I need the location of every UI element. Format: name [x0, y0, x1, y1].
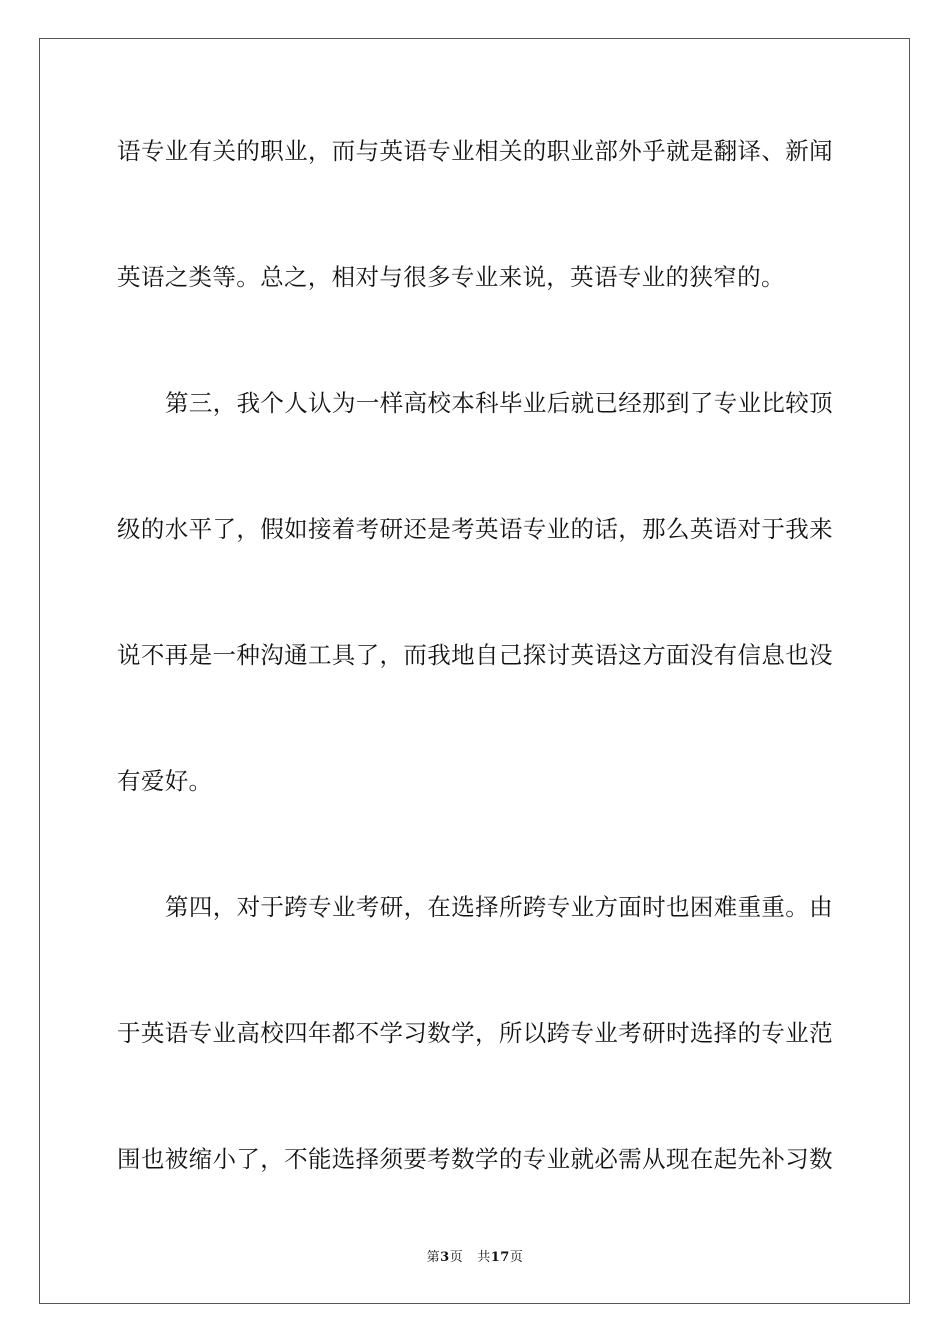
document-body — [117, 126, 833, 1260]
paragraph-line: 级的水平了，假如接着考研还是考英语专业的话，那么英语对于我来 — [117, 515, 833, 543]
page-prefix: 第 — [426, 1250, 441, 1265]
paragraph-line: 围也被缩小了，不能选择须要考数学的专业就必需从现在起先补习数 — [117, 1145, 833, 1173]
paragraph-line: 语专业有关的职业，而与英语专业相关的职业部外乎就是翻译、新闻 — [117, 137, 833, 165]
page-suffix: 页 — [449, 1250, 464, 1265]
paragraph-line: 说不再是一种沟通工具了，而我地自己探讨英语这方面没有信息也没 — [117, 641, 833, 669]
total-suffix: 页 — [509, 1250, 524, 1265]
total-pages: 17 — [490, 1250, 510, 1265]
paragraph-line: 英语之类等。总之，相对与很多专业来说，英语专业的狭窄的。 — [117, 263, 785, 291]
page-number: 3 — [440, 1250, 450, 1265]
total-prefix: 共 — [477, 1250, 491, 1265]
paragraph-line: 第四，对于跨专业考研，在选择所跨专业方面时也困难重重。由 — [165, 893, 833, 921]
paragraph-line: 第三，我个人认为一样高校本科毕业后就已经那到了专业比较顶 — [165, 389, 833, 417]
paragraph-line: 有爱好。 — [117, 767, 213, 795]
page-footer — [0, 1246, 950, 1265]
paragraph-line: 于英语专业高校四年都不学习数学，所以跨专业考研时选择的专业范 — [117, 1019, 833, 1047]
